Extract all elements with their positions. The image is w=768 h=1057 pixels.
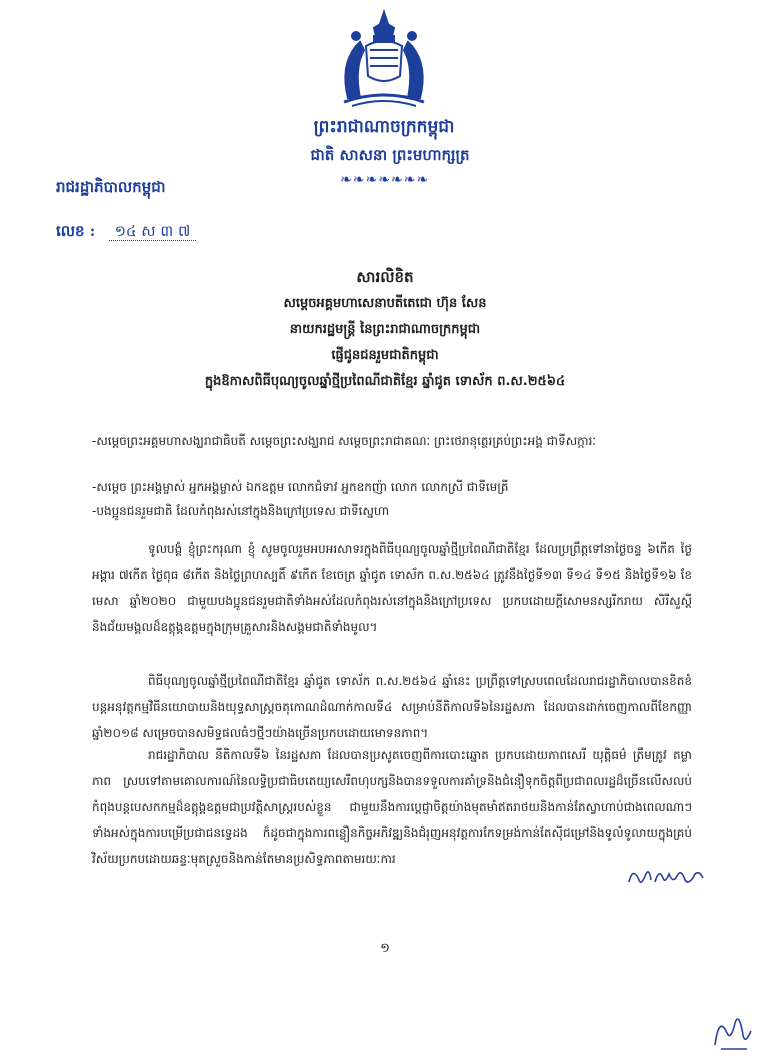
reference-label: លេខ : [56, 222, 96, 240]
body-paragraph-3: រាជរដ្ឋាភិបាល នីតិកាលទី៦ នៃរដ្ឋសភា ដែលបានប្រសូតចេញពីការបោះឆ្នោត ប្រកបដោយភាពសេរី យុត្តិធម៌ ត្រឹមត្រូវ តម្លាភាព ស្របទៅតាមគោលការណ៍នៃលទ្ធិប្រជាធិបតេយ្យសេរីពហុបក្សនិងបានទទួលការគាំទ្រនិងជំនឿទុកចិត្តពីប្រជាពលរដ្ឋដ៏ច្រើនលើសលប់ កំពុងបន្តបេសកកម្មដ៏ឧត្តុង្គឧត្តមជាប្រវត្តិសាស្ត្ររបស់ខ្លួន ជាមួយនឹងការប្តេជ្ញាចិត្តយ៉ាងមុតមាំឥតរាថយនិងកាន់តែស្វាហាប់ជាងពេលណាៗទាំងអស់ក្នុងការបម្រើប្រជាជនទ្វេដង ក៏ដូចជាក្នុងការពន្លឿនកិច្ចអភិវឌ្ឍនិងជំរុញអនុវត្តការកែទម្រង់កាន់តែស៊ីជម្រៅនិងទូលំទូលាយក្នុងគ្រប់វិស័យប្រកបដោយឆន្ទៈមុតស្រួចនិងកាន់តែមានប្រសិទ្ធភាពតាមរយៈការ [92, 748, 692, 866]
author-title-line: នាយករដ្ឋមន្ត្រី នៃព្រះរាជាណាចក្រកម្ពុជា [289, 322, 481, 337]
royal-coat-of-arms-icon [330, 6, 438, 114]
national-motto: ជាតិ សាសនា ព្រះមហាក្សត្រ [310, 146, 470, 164]
page-number: ១ [380, 941, 390, 956]
reference-line [56, 222, 196, 244]
reference-number: ១៤ ស ៣ ៧ [109, 222, 197, 241]
recipient-line: ផ្ញើជូនជនរួមជាតិកម្ពុជា [331, 348, 439, 363]
occasion-line: ក្នុងឱកាសពិធីបុណ្យចូលឆ្នាំថ្មីប្រពៃណីជាតិខ្មែរ ឆ្នាំជូត ទោស័ក ព.ស.២៥៦៤ [204, 374, 566, 389]
addressee-2: -សម្តេច ព្រះអង្គម្ចាស់ អ្នកអង្គម្ចាស់ ឯកឧត្តម លោកជំទាវ អ្នកឧកញ៉ា លោក លោកស្រី ជាទីមេត្រី [92, 480, 509, 494]
author-line: សម្តេចអគ្គមហាសេនាបតីតេជោ ហ៊ុន សែន [283, 296, 487, 311]
handwritten-signature [625, 858, 705, 892]
body-paragraph-2: ពិធីបុណ្យចូលឆ្នាំថ្មីប្រពៃណីជាតិខ្មែរ ឆ្នាំជូត ទោស័ក ព.ស.២៥៦៤ ឆ្នាំនេះ ប្រព្រឹត្តទៅស្របពេលដែលរាជរដ្ឋាភិបាលបានខិតខំបន្តអនុវត្តកម្មវិធីនយោបាយនិងយុទ្ធសាស្ត្រចតុកោណដំណាក់កាលទី៤ សម្រាប់នីតិកាលទី៦នៃរដ្ឋសភា ដែលបានដាក់ចេញកាលពីខែកញ្ញា ឆ្នាំ២០១៨ សម្រេចបានសមិទ្ធផលធំៗថ្មីៗយ៉ាងច្រើនប្រកបដោយមោទនភាព។ [92, 674, 692, 740]
body-paragraph-1: ទូលបង្គំ ខ្ញុំព្រះករុណា ខ្ញុំ សូមចូលរួមអបអរសាទរក្នុងពិធីបុណ្យចូលឆ្នាំថ្មីប្រពៃណីជាតិខ្មែរ ដែលប្រព្រឹត្តទៅនាថ្ងៃចន្ទ ៦កើត ថ្ងៃអង្គារ ៧កើត ថ្ងៃពុធ ៨កើត និងថ្ងៃព្រហស្បតិ៍ ៩កើត ខែចេត្រ ឆ្នាំជូត ទោស័ក ព.ស.២៥៦៤ ត្រូវនឹងថ្ងៃទី១៣ ទី១៤ ទី១៥ និងថ្ងៃទី១៦ ខែមេសា ឆ្នាំ២០២០ ជាមួយបងប្អូនជនរួមជាតិទាំងអស់ដែលកំពុងរស់នៅក្នុងនិងក្រៅប្រទេស ប្រកបដោយក្តីសោមនស្សរីករាយ សិរីសួស្តី និងជ័យមង្គលដ៏ឧត្តុង្គឧត្តមក្នុងក្រុមគ្រួសារនិងសង្គមជាតិទាំងមូល។ [92, 542, 692, 634]
addressee-1: -សម្តេចព្រះអគ្គមហាសង្ឃរាជាធិបតី សម្តេចព្រះសង្ឃរាជ សម្តេចព្រះរាជាគណៈ ព្រះថេរានុត្ថេរគ្រប់ព្រះអង្គ ជាទីសក្ការៈ [92, 434, 597, 448]
initials-mark [705, 1005, 755, 1055]
kingdom-name: ព្រះរាជាណាចក្រកម្ពុជា [313, 117, 455, 137]
letter-title: សារលិខិត [356, 268, 414, 286]
motto-ornament: ❧❧❧❧❧❧❧ [340, 172, 430, 188]
government-name: រាជរដ្ឋាភិបាលកម្ពុជា [56, 178, 166, 196]
addressee-3: -បងប្អូនជនរួមជាតិ ដែលកំពុងរស់នៅក្នុងនិងក្រៅប្រទេស ជាទីស្នេហា [92, 504, 390, 518]
